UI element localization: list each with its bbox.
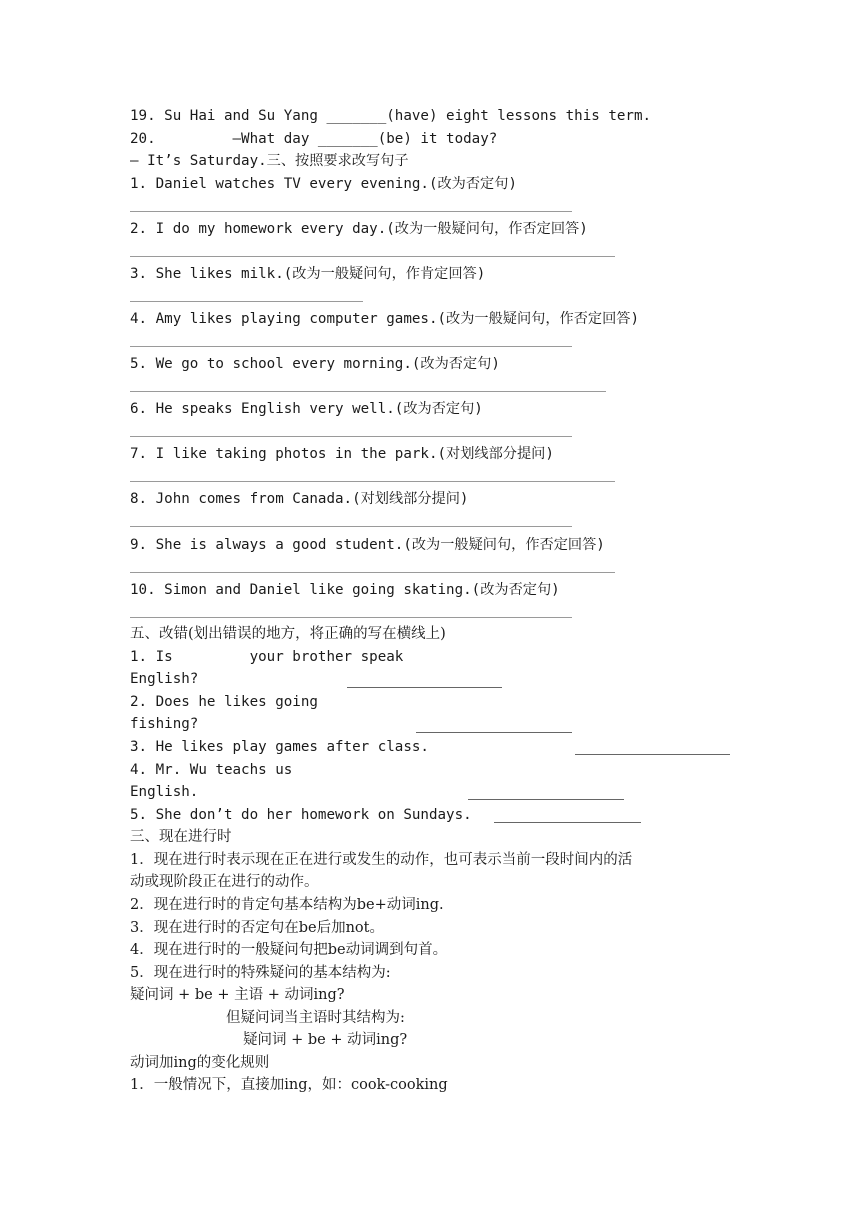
grammar-rule-2: 2．现在进行时的肯定句基本结构为be+动词ing.	[130, 897, 444, 913]
correction-item-4-cont: English.	[130, 784, 199, 800]
rewrite-item-1: 1. Daniel watches TV every evening.(改为否定句)	[130, 176, 517, 192]
correction-item-2-cont: fishing?	[130, 716, 199, 732]
correction-blank-5[interactable]	[494, 822, 641, 823]
answer-line-10[interactable]	[130, 617, 572, 618]
correction-item-4: 4. Mr. Wu teachs us	[130, 762, 293, 778]
answer-line-7[interactable]	[130, 481, 615, 482]
grammar-rule-4: 4．现在进行时的一般疑问句把be动词调到句首。	[130, 942, 448, 958]
rewrite-item-4: 4. Amy likes playing computer games.(改为一般疑问句，作否定回答)	[130, 311, 640, 327]
question-20: 20. —What day _______(be) it today?	[130, 131, 498, 147]
correction-blank-4[interactable]	[468, 799, 624, 800]
rewrite-item-9: 9. She is always a good student.(改为一般疑问句，作否定回答)	[130, 537, 605, 553]
ing-rules-heading: 动词加ing的变化规则	[130, 1055, 270, 1071]
rewrite-item-7: 7. I like taking photos in the park.(对划线部分提问)	[130, 446, 554, 462]
grammar-rule-3: 3．现在进行时的否定句在be后加not。	[130, 920, 384, 936]
grammar-rule-1: 1．现在进行时表示现在正在进行或发生的动作，也可表示当前一段时间内的活	[130, 852, 633, 868]
rewrite-item-6: 6. He speaks English very well.(改为否定句)	[130, 401, 483, 417]
grammar-heading: 三、现在进行时	[130, 829, 232, 845]
rewrite-item-5: 5. We go to school every morning.(改为否定句)	[130, 356, 500, 372]
correction-item-1-cont: English?	[130, 671, 199, 687]
answer-line-2[interactable]	[130, 256, 615, 257]
correction-item-5: 5. She don’t do her homework on Sundays.	[130, 807, 472, 823]
correction-item-1: 1. Is your brother speak	[130, 649, 404, 665]
question-19: 19. Su Hai and Su Yang _______(have) eight lessons this term.	[130, 108, 652, 124]
correction-item-3: 3. He likes play games after class.	[130, 739, 429, 755]
question-20-answer-and-section-heading: — It’s Saturday.三、按照要求改写句子	[130, 153, 409, 169]
rewrite-item-8: 8. John comes from Canada.(对划线部分提问)	[130, 491, 469, 507]
answer-line-4[interactable]	[130, 346, 572, 347]
answer-line-1[interactable]	[130, 211, 572, 212]
answer-line-6[interactable]	[130, 436, 572, 437]
correction-blank-1[interactable]	[347, 687, 502, 688]
rewrite-item-2: 2. I do my homework every day.(改为一般疑问句，作否定回答)	[130, 221, 588, 237]
grammar-rule-5: 5．现在进行时的特殊疑问的基本结构为:	[130, 965, 391, 981]
rewrite-item-3: 3. She likes milk.(改为一般疑问句，作肯定回答)	[130, 266, 486, 282]
answer-line-3[interactable]	[130, 301, 363, 302]
answer-line-5[interactable]	[130, 391, 606, 392]
correction-item-2: 2. Does he likes going	[130, 694, 318, 710]
formula-2: 疑问词 + be + 动词ing?	[243, 1032, 408, 1048]
answer-line-9[interactable]	[130, 572, 615, 573]
correction-blank-2[interactable]	[416, 732, 572, 733]
formula-2-intro: 但疑问词当主语时其结构为:	[226, 1010, 405, 1026]
correction-blank-3[interactable]	[575, 754, 730, 755]
formula-1: 疑问词 + be + 主语 + 动词ing?	[130, 987, 345, 1003]
rewrite-item-10: 10. Simon and Daniel like going skating.(改为否定句)	[130, 582, 560, 598]
correction-heading: 五、改错(划出错误的地方，将正确的写在横线上)	[130, 626, 446, 642]
grammar-rule-1-cont: 动或现阶段正在进行的动作。	[130, 874, 319, 890]
ing-rule-1: 1．一般情况下，直接加ing，如：cook-cooking	[130, 1077, 448, 1093]
answer-line-8[interactable]	[130, 526, 572, 527]
